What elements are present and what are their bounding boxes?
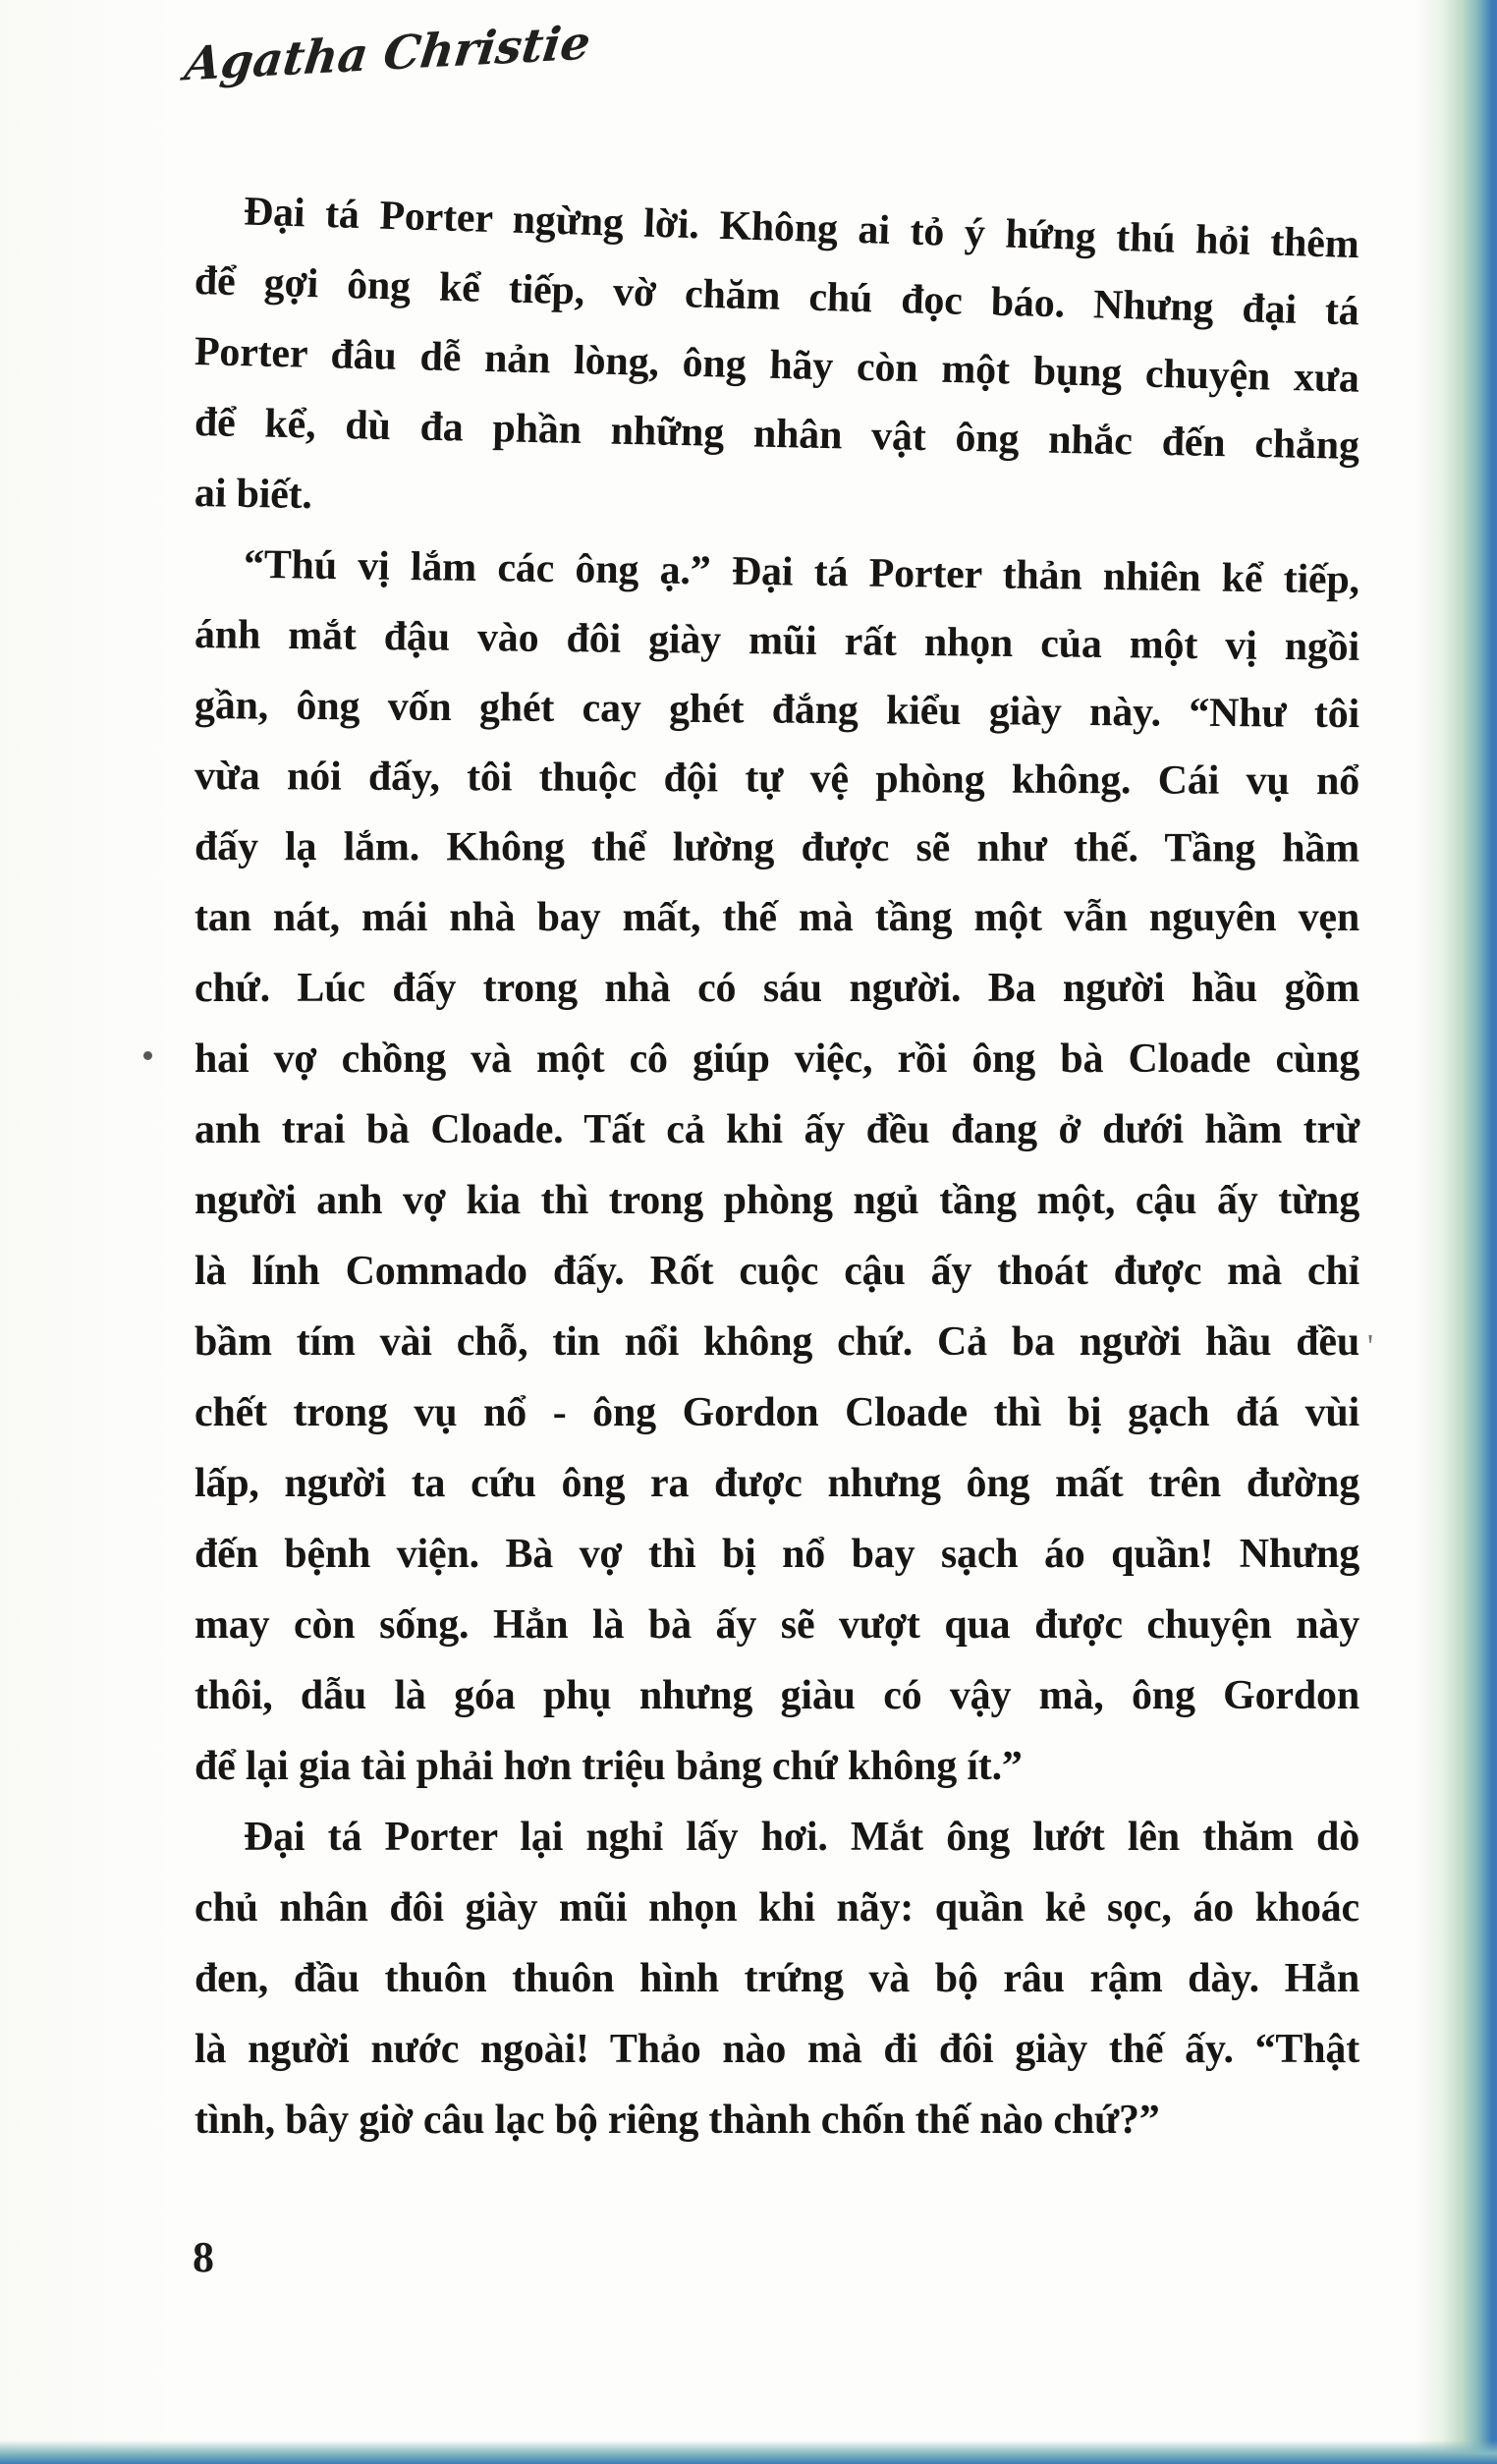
text-line: chứ. Lúc đấy trong nhà có sáu người. Ba người hầu gồm bbox=[194, 966, 1359, 1011]
text-line: Porter đâu dễ nản lòng, ông hãy còn một bụng chuyện xưa bbox=[194, 329, 1360, 402]
text-line: đến bệnh viện. Bà vợ thì bị nổ bay sạch áo quần! Nhưng bbox=[194, 1532, 1359, 1577]
author-signature: Agatha Christie bbox=[182, 16, 594, 92]
text-line: là người nước ngoài! Thảo nào mà đi đôi giày thế ấy. “Thật bbox=[194, 2027, 1359, 2072]
scan-edge-right bbox=[1416, 0, 1497, 2464]
text-line: chết trong vụ nổ - ông Gordon Cloade thì bị gạch đá vùi bbox=[194, 1390, 1359, 1435]
text-line: đấy lạ lắm. Không thể lường được sẽ như thế. Tầng hầm bbox=[194, 824, 1360, 871]
text-line: tình, bây giờ câu lạc bộ riêng thành chốn thế nào chứ?” bbox=[194, 2098, 1160, 2143]
text-line: người anh vợ kia thì trong phòng ngủ tầng một, cậu ấy từng bbox=[194, 1178, 1359, 1223]
text-line: để gợi ông kể tiếp, vờ chăm chú đọc báo. Nhưng đại tá bbox=[194, 258, 1360, 335]
scan-speck-dot bbox=[143, 1051, 152, 1060]
body-text bbox=[194, 175, 1359, 2156]
text-line: Đại tá Porter lại nghỉ lấy hơi. Mắt ông lướt lên thăm dò bbox=[244, 1815, 1359, 1860]
text-line: hai vợ chồng và một cô giúp việc, rồi ông bà Cloade cùng bbox=[194, 1036, 1359, 1082]
text-line: tan nát, mái nhà bay mất, thế mà tầng một vẫn nguyên vẹn bbox=[194, 895, 1359, 940]
text-line: để kể, dù đa phần những nhân vật ông nhắc đến chẳng bbox=[194, 400, 1360, 470]
text-line: lấp, người ta cứu ông ra được nhưng ông mất trên đường bbox=[194, 1461, 1359, 1506]
text-line: chủ nhân đôi giày mũi nhọn khi nãy: quần kẻ sọc, áo khoác bbox=[194, 1885, 1359, 1931]
text-line: bầm tím vài chỗ, tin nổi không chứ. Cả ba người hầu đều bbox=[194, 1319, 1359, 1365]
text-line: “Thú vị lắm các ông ạ.” Đại tá Porter thản nhiên kể tiếp, bbox=[243, 541, 1360, 603]
text-line: ai biết. bbox=[194, 471, 313, 519]
text-line: Đại tá Porter ngừng lời. Không ai tỏ ý hứng thú hỏi thêm bbox=[243, 189, 1360, 268]
text-line: anh trai bà Cloade. Tất cả khi ấy đều đang ở dưới hầm trừ bbox=[194, 1107, 1359, 1152]
text-line: ánh mắt đậu vào đôi giày mũi rất nhọn của một vị ngồi bbox=[194, 612, 1360, 670]
text-line: để lại gia tài phải hơn triệu bảng chứ không ít.” bbox=[194, 1744, 1023, 1789]
text-line: gần, ông vốn ghét cay ghét đắng kiểu giày này. “Như tôi bbox=[194, 683, 1360, 738]
text-line: thôi, dẫu là góa phụ nhưng giàu có vậy mà, ông Gordon bbox=[194, 1673, 1359, 1718]
page-number: 8 bbox=[193, 2233, 214, 2281]
text-line: là lính Commado đấy. Rốt cuộc cậu ấy thoát được mà chỉ bbox=[194, 1249, 1359, 1294]
scan-edge-bottom bbox=[0, 2440, 1497, 2464]
text-line: đen, đầu thuôn thuôn hình trứng và bộ râu rậm dày. Hẳn bbox=[194, 1956, 1359, 2001]
text-line: vừa nói đấy, tôi thuộc đội tự vệ phòng không. Cái vụ nổ bbox=[194, 754, 1360, 805]
text-line: may còn sống. Hẳn là bà ấy sẽ vượt qua được chuyện này bbox=[194, 1602, 1359, 1648]
scan-speck-tick: ' bbox=[1367, 1328, 1374, 1365]
